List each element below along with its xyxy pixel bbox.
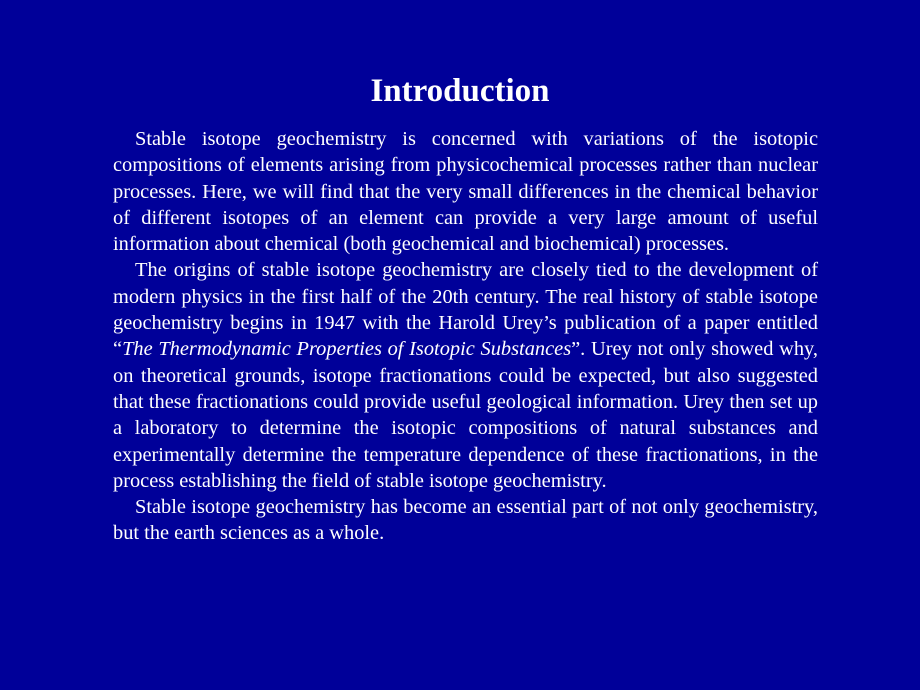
paragraph-2-text-after: ”. Urey not only showed why, on theoretical grounds, isotope fractionations could be expected, but also suggested that these fractionations could provide useful geological information. Urey then set up a laboratory to determine the isotopic compositions of natural substances and experimentally determine the temperature dependence of these fractionations, in the process establishing the field of stable isotope geochemistry. xyxy=(113,338,818,492)
paragraph-2-text-before: The origins of stable isotope geochemistry are closely tied to the development of modern physics in the first half of the 20th century. The real history of stable isotope geochemistry begins in 1947 with the Harold Urey’s publication of a paper entitled “ xyxy=(113,259,818,361)
paragraph-2 xyxy=(113,257,818,494)
paper-title-italic: The Thermodynamic Properties of Isotopic Substances xyxy=(122,338,572,361)
paragraph-1: Stable isotope geochemistry is concerned with variations of the isotopic compositions of elements arising from physicochemical processes rather than nuclear processes. Here, we will find that the very small differences in the chemical behavior of different isotopes of an element can provide a very large amount of useful information about chemical (both geochemical and biochemical) processes. xyxy=(113,128,818,256)
slide-title: Introduction xyxy=(370,73,550,109)
paragraph-3: Stable isotope geochemistry has become an essential part of not only geochemistry, but the earth sciences as a whole. xyxy=(113,496,818,545)
slide-body xyxy=(113,126,818,547)
